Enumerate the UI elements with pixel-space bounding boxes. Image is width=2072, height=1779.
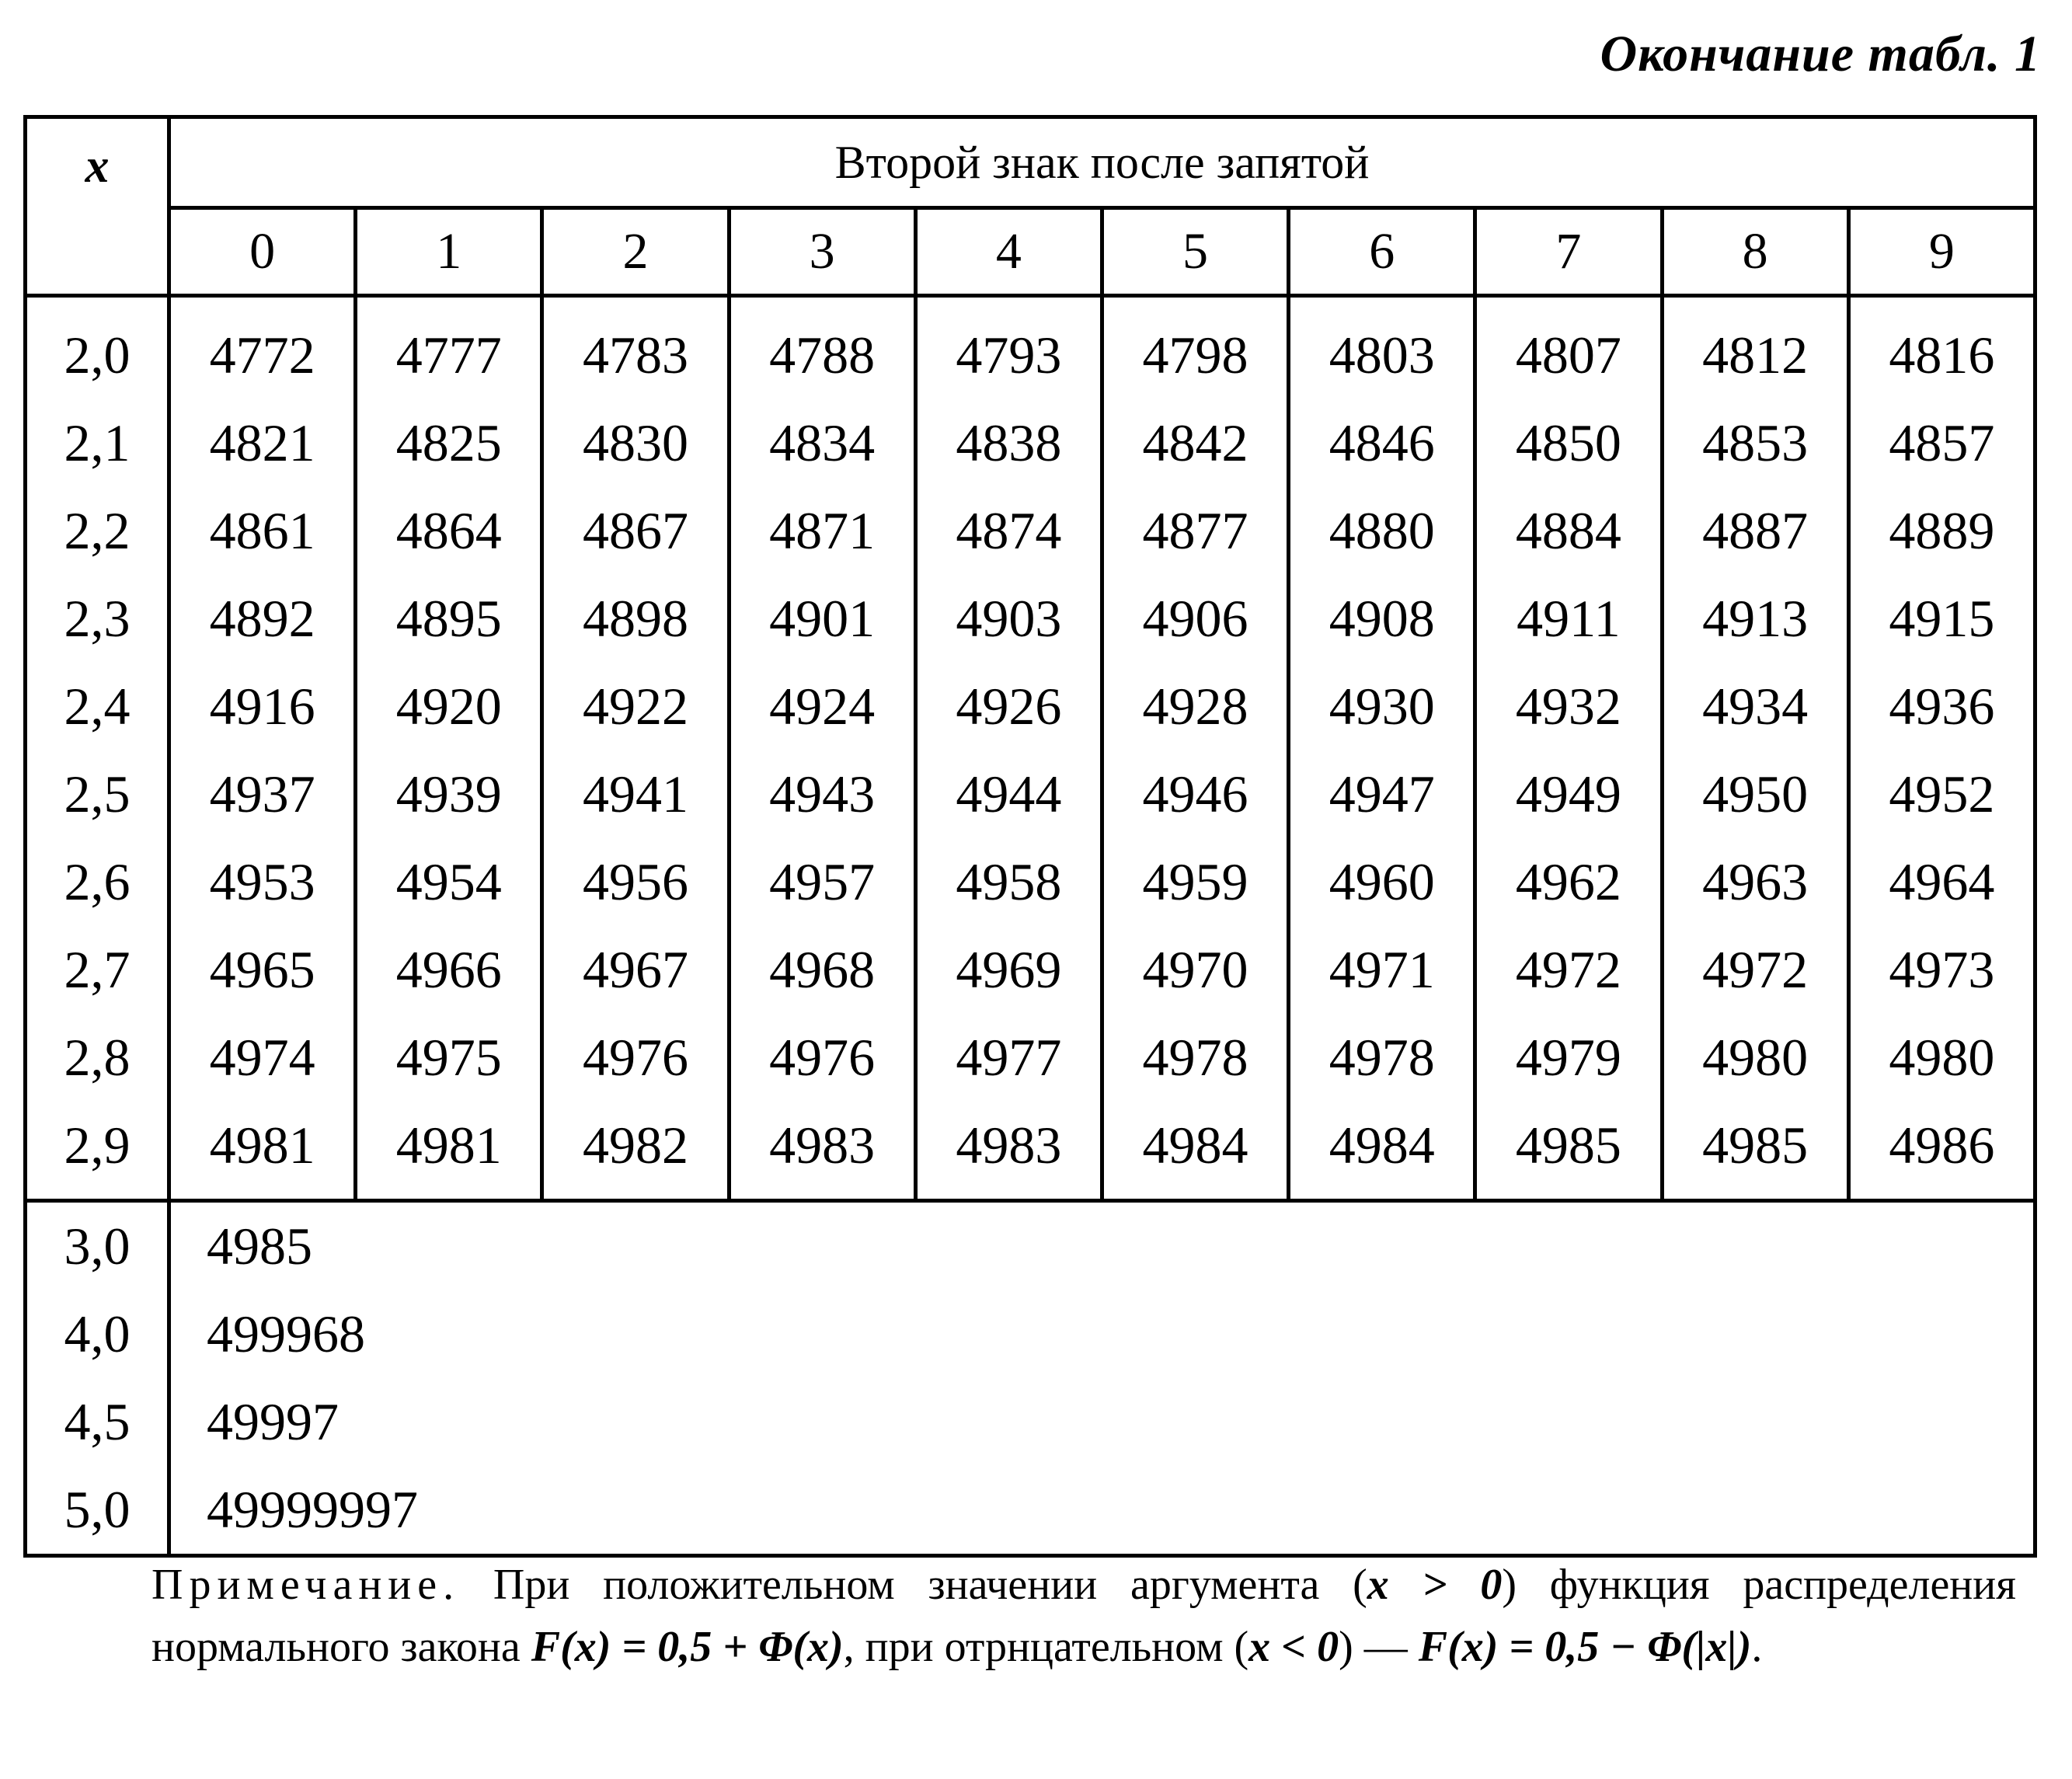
table-cell: 4793 [915, 296, 1102, 400]
table-cell: 4911 [1475, 575, 1662, 663]
note-text: . [1751, 1623, 1763, 1671]
table-cell: 4884 [1475, 487, 1662, 575]
table-cell: 4968 [729, 926, 915, 1014]
table-row [26, 575, 2035, 663]
table-cell: 4944 [915, 750, 1102, 838]
table-row [26, 1102, 2035, 1201]
row-x-value: 2,5 [64, 764, 131, 823]
table-row [26, 926, 2035, 1014]
table-caption: Окончание табл. 1 [1600, 26, 2041, 82]
digit-header: 4 [915, 208, 1102, 296]
table-cell: 4850 [1475, 399, 1662, 487]
note-formula: x < 0 [1248, 1623, 1339, 1671]
table-cell: 4967 [542, 926, 729, 1014]
table-cell: 4864 [356, 487, 542, 575]
table-cell: 4861 [169, 487, 356, 575]
table-cell: 4915 [1848, 575, 2035, 663]
table-cell: 4916 [169, 663, 356, 750]
row-x-value: 2,2 [64, 501, 131, 560]
table-cell: 4937 [169, 750, 356, 838]
table-row [26, 1378, 2035, 1466]
table-cell: 4977 [915, 1014, 1102, 1102]
table-cell: 4887 [1662, 487, 1848, 575]
row-x-value: 3,0 [64, 1217, 131, 1276]
table-cell: 4965 [169, 926, 356, 1014]
digit-header: 1 [356, 208, 542, 296]
table-cell: 4798 [1102, 296, 1288, 400]
table-cell: 4980 [1662, 1014, 1848, 1102]
table-cell: 4922 [542, 663, 729, 750]
table-row [26, 1466, 2035, 1556]
table-cell: 4949 [1475, 750, 1662, 838]
table-cell: 4777 [356, 296, 542, 400]
note-formula: F(x) = 0,5 + Φ(x) [531, 1623, 844, 1671]
digit-header: 3 [729, 208, 915, 296]
table-cell: 4853 [1662, 399, 1848, 487]
table-cell: 4966 [356, 926, 542, 1014]
note-text: , при отрнцательном ( [843, 1623, 1249, 1671]
row-x-value: 5,0 [64, 1480, 131, 1539]
digit-header: 5 [1102, 208, 1288, 296]
row-x-value: 2,0 [64, 326, 131, 385]
table-cell: 4908 [1289, 575, 1475, 663]
table-row [26, 296, 2035, 400]
table-cell: 4985 [1662, 1102, 1848, 1201]
table-cell: 4924 [729, 663, 915, 750]
row-x-value: 2,4 [64, 677, 131, 736]
table-cell: 4975 [356, 1014, 542, 1102]
table-cell: 4976 [542, 1014, 729, 1102]
table-cell: 4807 [1475, 296, 1662, 400]
table-cell: 4983 [729, 1102, 915, 1201]
row-x-value: 2,6 [64, 852, 131, 911]
note-text: ) — [1339, 1623, 1419, 1671]
table-cell: 4936 [1848, 663, 2035, 750]
row-x-value: 4,0 [64, 1304, 131, 1363]
table-row [26, 1014, 2035, 1102]
table-cell: 4932 [1475, 663, 1662, 750]
table-cell: 4982 [542, 1102, 729, 1201]
table-row [26, 1290, 2035, 1378]
table-cell: 4903 [915, 575, 1102, 663]
table-cell: 4867 [542, 487, 729, 575]
table-cell: 4979 [1475, 1014, 1662, 1102]
table-cell: 4972 [1662, 926, 1848, 1014]
table-cell: 4952 [1848, 750, 2035, 838]
table-cell: 4943 [729, 750, 915, 838]
table-cell: 4821 [169, 399, 356, 487]
table-cell: 4772 [169, 296, 356, 400]
table-cell: 4980 [1848, 1014, 2035, 1102]
table-row [26, 750, 2035, 838]
table-cell: 4964 [1848, 838, 2035, 926]
note-formula: F(x) = 0,5 − Φ(|x|) [1418, 1623, 1752, 1671]
table-cell: 4906 [1102, 575, 1288, 663]
table-cell: 4958 [915, 838, 1102, 926]
note-lead: Примечание. [151, 1561, 461, 1609]
table-cell: 4825 [356, 399, 542, 487]
table-cell: 4957 [729, 838, 915, 926]
table-cell: 4934 [1662, 663, 1848, 750]
table-cell: 4788 [729, 296, 915, 400]
table-body [26, 296, 2035, 1556]
table-cell: 4973 [1848, 926, 2035, 1014]
table-row [26, 399, 2035, 487]
table-cell: 4926 [915, 663, 1102, 750]
table-cell: 4972 [1475, 926, 1662, 1014]
digit-header: 7 [1475, 208, 1662, 296]
table-row [26, 838, 2035, 926]
second-digit-header: Второй знак после запятой [169, 117, 2035, 208]
row-x-value: 2,3 [64, 589, 131, 648]
table-cell: 4956 [542, 838, 729, 926]
table-cell: 4871 [729, 487, 915, 575]
table-cell: 4783 [542, 296, 729, 400]
note-text: При положительном значении аргумента ( [460, 1561, 1367, 1609]
table-cell: 4969 [915, 926, 1102, 1014]
table-cell: 4950 [1662, 750, 1848, 838]
table-cell: 4976 [729, 1014, 915, 1102]
table-cell: 4981 [169, 1102, 356, 1201]
table-row [26, 487, 2035, 575]
table-cell: 4898 [542, 575, 729, 663]
table-cell: 4846 [1289, 399, 1475, 487]
table-cell: 4928 [1102, 663, 1288, 750]
table-cell: 4803 [1289, 296, 1475, 400]
table-cell: 4962 [1475, 838, 1662, 926]
table-cell: 4812 [1662, 296, 1848, 400]
table-cell: 4939 [356, 750, 542, 838]
table-cell: 4880 [1289, 487, 1475, 575]
row-x-value: 2,7 [64, 940, 131, 999]
table-cell: 4954 [356, 838, 542, 926]
table-cell: 4959 [1102, 838, 1288, 926]
table-cell: 4960 [1289, 838, 1475, 926]
table-cell: 4963 [1662, 838, 1848, 926]
row-x-value: 2,9 [26, 1102, 169, 1201]
note-text: ) функция распределения нормального закона [151, 1561, 2016, 1671]
table-cell: 4930 [1289, 663, 1475, 750]
row-x-value: 2,1 [64, 413, 131, 472]
table-cell: 4985 [169, 1201, 2035, 1291]
table-cell: 4946 [1102, 750, 1288, 838]
table-cell: 4889 [1848, 487, 2035, 575]
table-cell: 4984 [1289, 1102, 1475, 1201]
table-cell: 4953 [169, 838, 356, 926]
table-cell: 49997 [169, 1378, 2035, 1466]
table-cell: 4947 [1289, 750, 1475, 838]
table-cell: 4874 [915, 487, 1102, 575]
table-cell: 4983 [915, 1102, 1102, 1201]
table-note [151, 1554, 2016, 1678]
table-row [26, 1201, 2035, 1291]
digit-header: 2 [542, 208, 729, 296]
table-cell: 4971 [1289, 926, 1475, 1014]
table-cell: 4857 [1848, 399, 2035, 487]
digit-header: 0 [169, 208, 356, 296]
table-cell: 4978 [1102, 1014, 1288, 1102]
x-column-header: x [26, 117, 169, 296]
table-cell: 4842 [1102, 399, 1288, 487]
table-cell: 4970 [1102, 926, 1288, 1014]
table-cell: 49999997 [169, 1466, 2035, 1556]
row-x-value: 4,5 [64, 1392, 131, 1451]
table-cell: 4830 [542, 399, 729, 487]
normal-distribution-table [23, 115, 2037, 1558]
table-cell: 4901 [729, 575, 915, 663]
digit-header: 8 [1662, 208, 1848, 296]
table-cell: 4913 [1662, 575, 1848, 663]
table-cell: 4974 [169, 1014, 356, 1102]
row-x-value: 2,8 [64, 1028, 131, 1087]
table-cell: 4892 [169, 575, 356, 663]
note-formula: x > 0 [1367, 1561, 1503, 1609]
table-cell: 4984 [1102, 1102, 1288, 1201]
table-cell: 4920 [356, 663, 542, 750]
table-cell: 4978 [1289, 1014, 1475, 1102]
table-cell: 4838 [915, 399, 1102, 487]
table-cell: 4981 [356, 1102, 542, 1201]
table-cell: 4895 [356, 575, 542, 663]
table-cell: 4834 [729, 399, 915, 487]
table-cell: 499968 [169, 1290, 2035, 1378]
table-cell: 4941 [542, 750, 729, 838]
table-row [26, 663, 2035, 750]
table-cell: 4877 [1102, 487, 1288, 575]
table-cell: 4816 [1848, 296, 2035, 400]
table-cell: 4985 [1475, 1102, 1662, 1201]
digit-header: 6 [1289, 208, 1475, 296]
digit-header: 9 [1848, 208, 2035, 296]
table-cell: 4986 [1848, 1102, 2035, 1201]
